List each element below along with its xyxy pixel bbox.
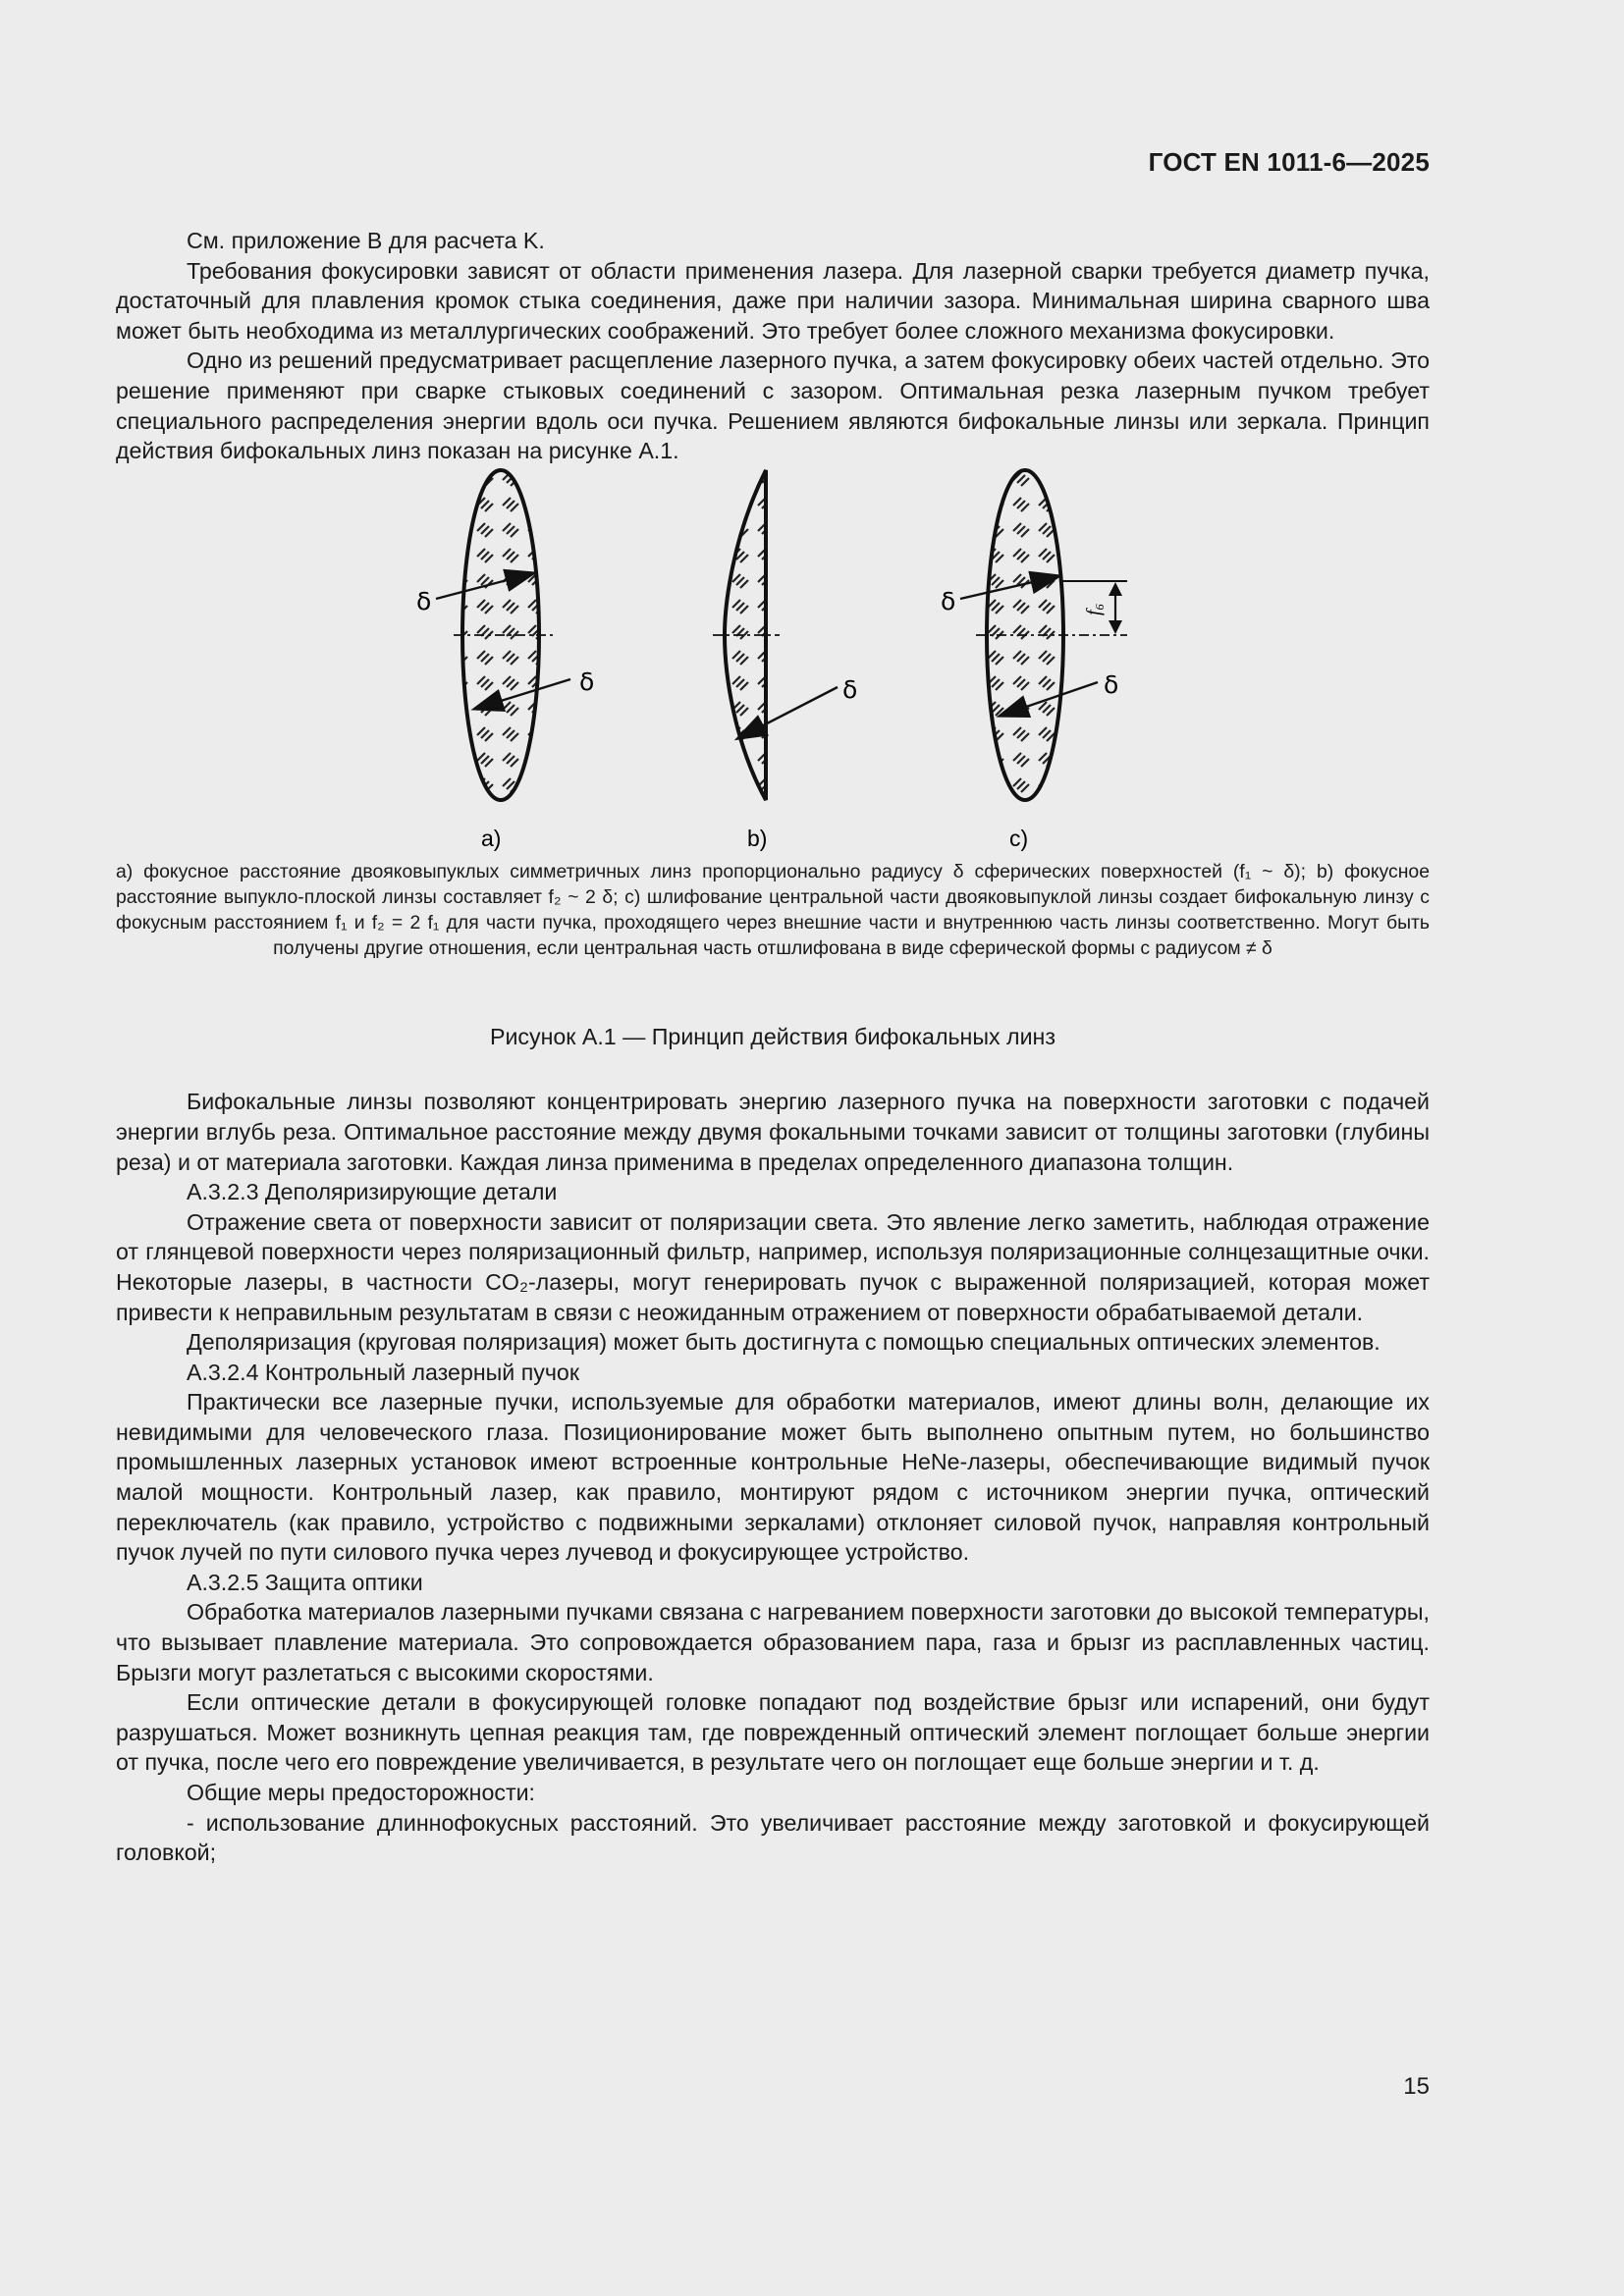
document-header: ГОСТ EN 1011-6—2025 bbox=[1148, 147, 1430, 177]
paragraph: Отражение света от поверхности зависит от поляризации света. Это явление легко заметить, наблюдая отражение от глянцевой поверхности через поляризационный фильтр, например, используя поляризационные солнцезащитные очки. Некоторые лазеры, в частности CO₂-лазеры, могут генерировать пучок с выраженной поляризацией, которая может привести к неправильным результатам в связи с неожиданным отражением от поверхности обрабатываемой детали. bbox=[116, 1208, 1430, 1325]
paragraph: Бифокальные линзы позволяют концентрировать энергию лазерного пучка на поверхности заготовки с подачей энергии вглубь реза. Оптимальное расстояние между двумя фокальными точками зависит от толщины заготовки (глубины реза) и от материала заготовки. Каждая линза применима в пределах определенного диапазона толщин. bbox=[116, 1089, 1430, 1175]
lens-a bbox=[416, 470, 594, 851]
list-item: - использование длиннофокусных расстояний. Это увеличивает расстояние между заготовкой и фокусирующей головкой; bbox=[116, 1809, 1430, 1866]
paragraph: Одно из решений предусматривает расщепление лазерного пучка, а затем фокусировку обеих частей отдельно. Это решение применяют при сварке стыковых соединений с зазором. Оптимальная резка лазерным пучком требует специального распределения энергии вдоль оси пучка. Решением являются бифокальные линзы или зеркала. Принцип действия бифокальных линз показан на рисунке А.1. bbox=[116, 347, 1430, 464]
delta-label: δ bbox=[842, 674, 858, 704]
figure-a1 bbox=[116, 468, 1430, 1006]
lens-c bbox=[941, 470, 1127, 851]
delta-label: δ bbox=[1104, 669, 1119, 699]
lens-b bbox=[713, 470, 857, 851]
paragraph: Общие меры предосторожности: bbox=[187, 1780, 535, 1805]
delta-label: δ bbox=[416, 586, 432, 615]
paragraph: Деполяризация (круговая поляризация) может быть достигнута с помощью специальных оптических элементов. bbox=[187, 1329, 1380, 1356]
delta-label: δ bbox=[579, 667, 595, 696]
paragraph: Требования фокусировки зависят от области применения лазера. Для лазерной сварки требуется диаметр пучка, достаточный для плавления кромок стыка соединения, даже при наличии зазора. Минимальная ширина сварного шва может быть необходима из металлургических соображений. Это требует более сложного механизма фокусировки. bbox=[116, 257, 1430, 344]
f-bifocal-label: f₆ bbox=[1083, 603, 1105, 615]
section-heading: А.3.2.5 Защита оптики bbox=[187, 1569, 423, 1595]
label-c: c) bbox=[1009, 825, 1029, 851]
paragraph: Если оптические детали в фокусирующей головке попадают под воздействие брызг или испарений, они будут разрушаться. Может возникнуть цепная реакция там, где поврежденный оптический элемент поглощает больше энергии от пучка, после чего его повреждение увеличивается, в результате чего он поглощает еще больше энергии и т. д. bbox=[116, 1689, 1430, 1776]
paragraph: Обработка материалов лазерными пучками связана с нагреванием поверхности заготовки до высокой температуры, что вызывает плавление материала. Это сопровождается образованием пара, газа и брызг из расплавленных частиц. Брызги могут разлетаться с высокими скоростями. bbox=[116, 1599, 1430, 1685]
figure-title: Рисунок А.1 — Принцип действия бифокальных линз bbox=[490, 1023, 1056, 1049]
page-number: 15 bbox=[1403, 2073, 1430, 2100]
delta-label: δ bbox=[941, 586, 956, 615]
section-heading: А.3.2.4 Контрольный лазерный пучок bbox=[187, 1359, 579, 1385]
paragraph: См. приложение В для расчета K. bbox=[187, 228, 545, 253]
page-content bbox=[116, 226, 1430, 1868]
section-heading: А.3.2.3 Деполяризирующие детали bbox=[187, 1179, 558, 1205]
label-b: b) bbox=[747, 825, 768, 851]
figure-caption-notes: a) фокусное расстояние двояковыпуклых симметричных линз пропорционально радиусу δ сферических поверхностей (f₁ ~ δ); b) фокусное расстояние выпукло-плоской линзы составляет f₂ ~ 2 δ; c) шлифование центральной части двояковыпуклой линзы создает бифокальную линзу с фокусным расстоянием f₁ и f₂ = 2 f₁ для части пучка, проходящего через внешние части и внутреннюю часть линзы соответственно. Могут быть получены другие отношения, если центральная часть отшлифована в виде сферической формы с радиусом ≠ δ bbox=[116, 860, 1430, 959]
label-a: a) bbox=[481, 825, 502, 851]
paragraph: Практически все лазерные пучки, используемые для обработки материалов, имеют длины волн, делающие их невидимыми для человеческого глаза. Позиционирование может быть выполнено опытным путем, но большинство промышленных лазерных установок имеют встроенные контрольные HeNe-лазеры, обеспечивающие видимый пучок малой мощности. Контрольный лазер, как правило, монтируют рядом с источником энергии пучка, оптический переключатель (как правило, устройство с подвижными зеркалами) отклоняет силовой пучок, направляя контрольный пучок лучей по пути силового пучка через лучевод и фокусирующее устройство. bbox=[116, 1389, 1430, 1566]
